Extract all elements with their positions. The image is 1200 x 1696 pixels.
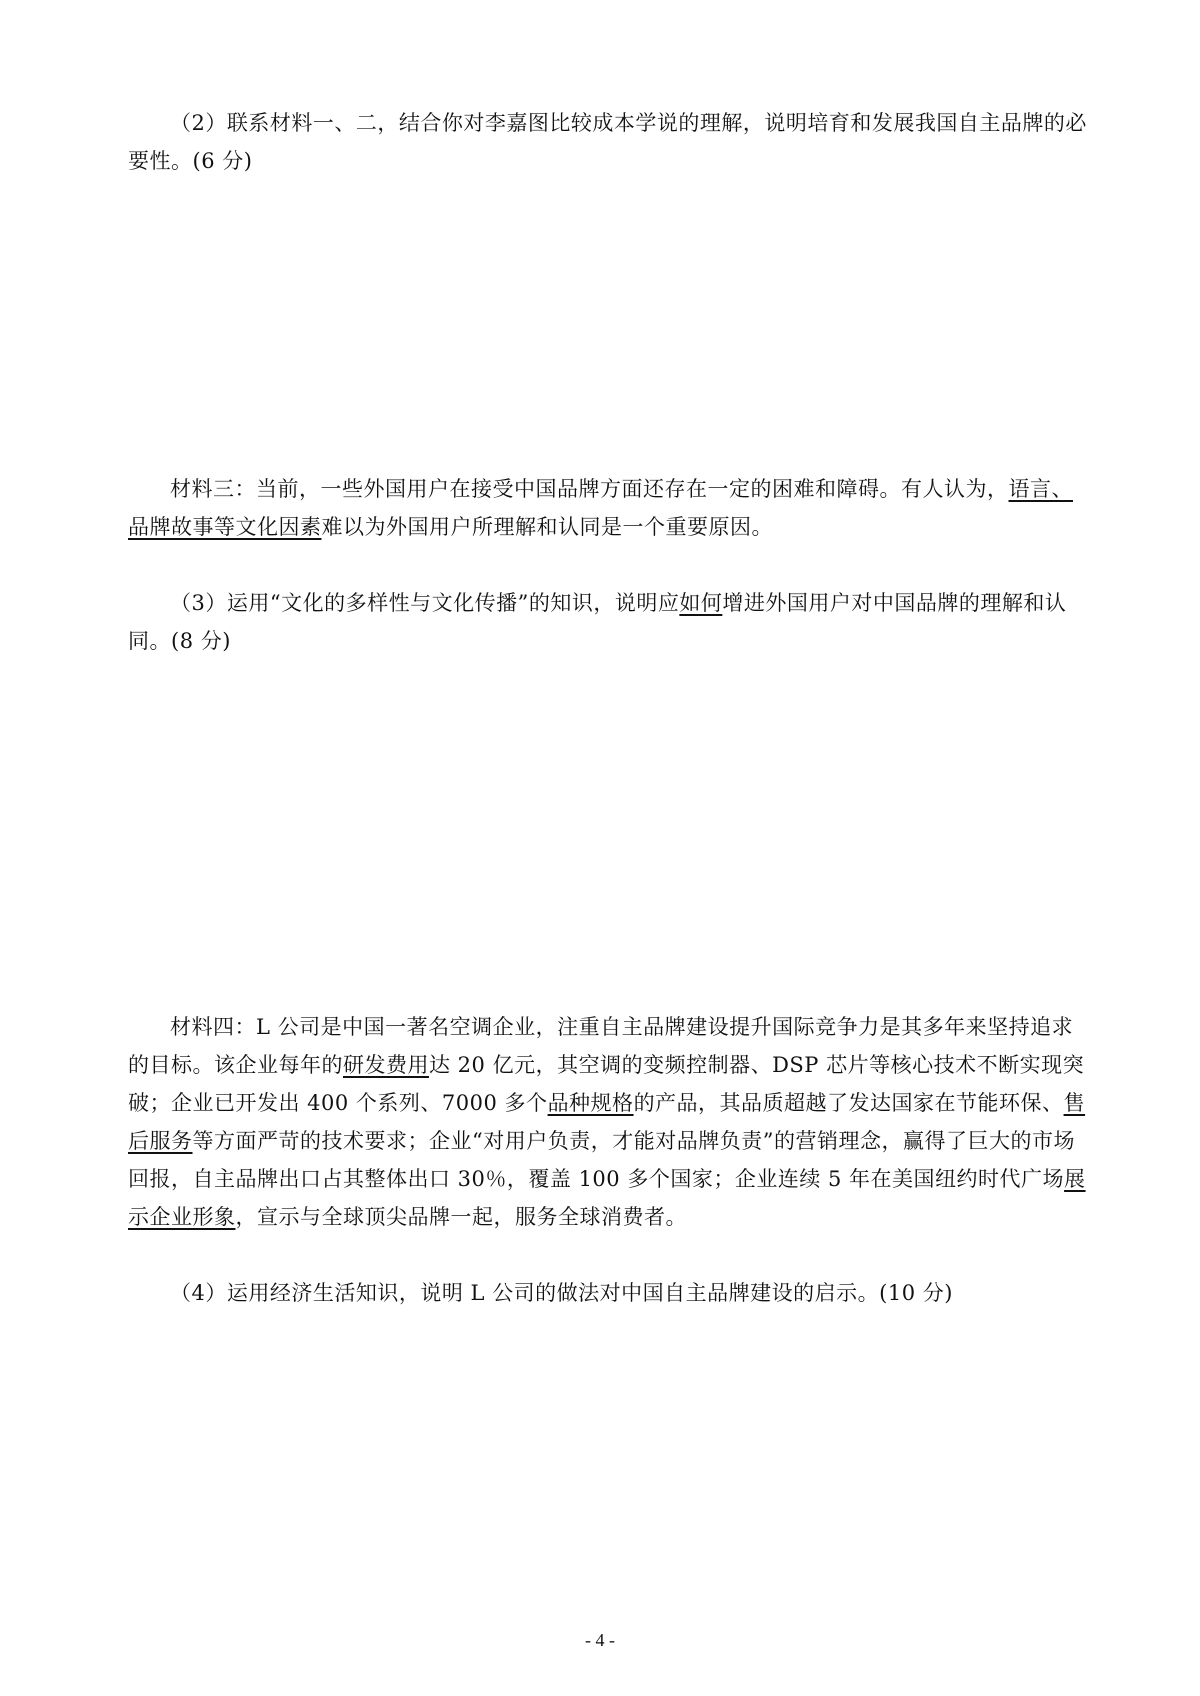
material-4-text-3: 的产品，其品质超越了发达国家在节能环保、 bbox=[633, 1091, 1064, 1115]
question-4 bbox=[128, 1274, 1088, 1312]
page-number: - 4 - bbox=[585, 1630, 615, 1650]
material-3-text-2: 难以为外国用户所理解和认同是一个重要原因。 bbox=[321, 515, 773, 539]
material-4-underline-after-sales: 售后服务 bbox=[128, 1091, 1086, 1153]
material-4-text-2: 达 20 亿元，其空调的变频控制器、DSP 芯片等核心技术不断实现突破；企业已开发出 400 个系列、7000 多个 bbox=[128, 1053, 1085, 1115]
material-4-underline-product-variety: 品种规格 bbox=[547, 1091, 634, 1115]
material-4-underline-corporate-image: 展示企业形象 bbox=[128, 1167, 1086, 1229]
question-4-text: （4）运用经济生活知识，说明 L 公司的做法对中国自主品牌建设的启示。(10 分) bbox=[170, 1281, 953, 1305]
material-4-text-1: 材料四：L 公司是中国一著名空调企业，注重自主品牌建设提升国际竞争力是其多年来坚持追求的目标。该企业每年的 bbox=[128, 1015, 1074, 1077]
material-4-text-4: 等方面严苛的技术要求；企业“对用户负责，才能对品牌负责”的营销理念，赢得了巨大的市场回报，自主品牌出口占其整体出口 30％，覆盖 100 多个国家；企业连续 5 年在美国纽约时代广场 bbox=[128, 1129, 1075, 1191]
question-3-text-2: 增进外国用户对中国品牌的理解和认同。(8 分) bbox=[128, 591, 1067, 653]
question-2-text: （2）联系材料一、二，结合你对李嘉图比较成本学说的理解，说明培育和发展我国自主品牌的必要性。(6 分) bbox=[128, 111, 1087, 173]
material-3 bbox=[128, 470, 1088, 546]
question-3-underline-how: 如何 bbox=[679, 591, 723, 615]
question-2 bbox=[128, 104, 1088, 180]
material-4-text-5: ，宣示与全球顶尖品牌一起，服务全球消费者。 bbox=[235, 1205, 687, 1229]
question-3 bbox=[128, 584, 1088, 660]
material-3-underline-cultural-factors: 语言、品牌故事等文化因素 bbox=[128, 477, 1073, 539]
question-3-text-1: （3）运用“文化的多样性与文化传播”的知识，说明应 bbox=[170, 591, 680, 615]
material-4 bbox=[128, 1008, 1088, 1236]
material-3-text-1: 材料三：当前，一些外国用户在接受中国品牌方面还存在一定的困难和障碍。有人认为， bbox=[170, 477, 1009, 501]
material-4-underline-rd-cost: 研发费用 bbox=[343, 1053, 429, 1077]
